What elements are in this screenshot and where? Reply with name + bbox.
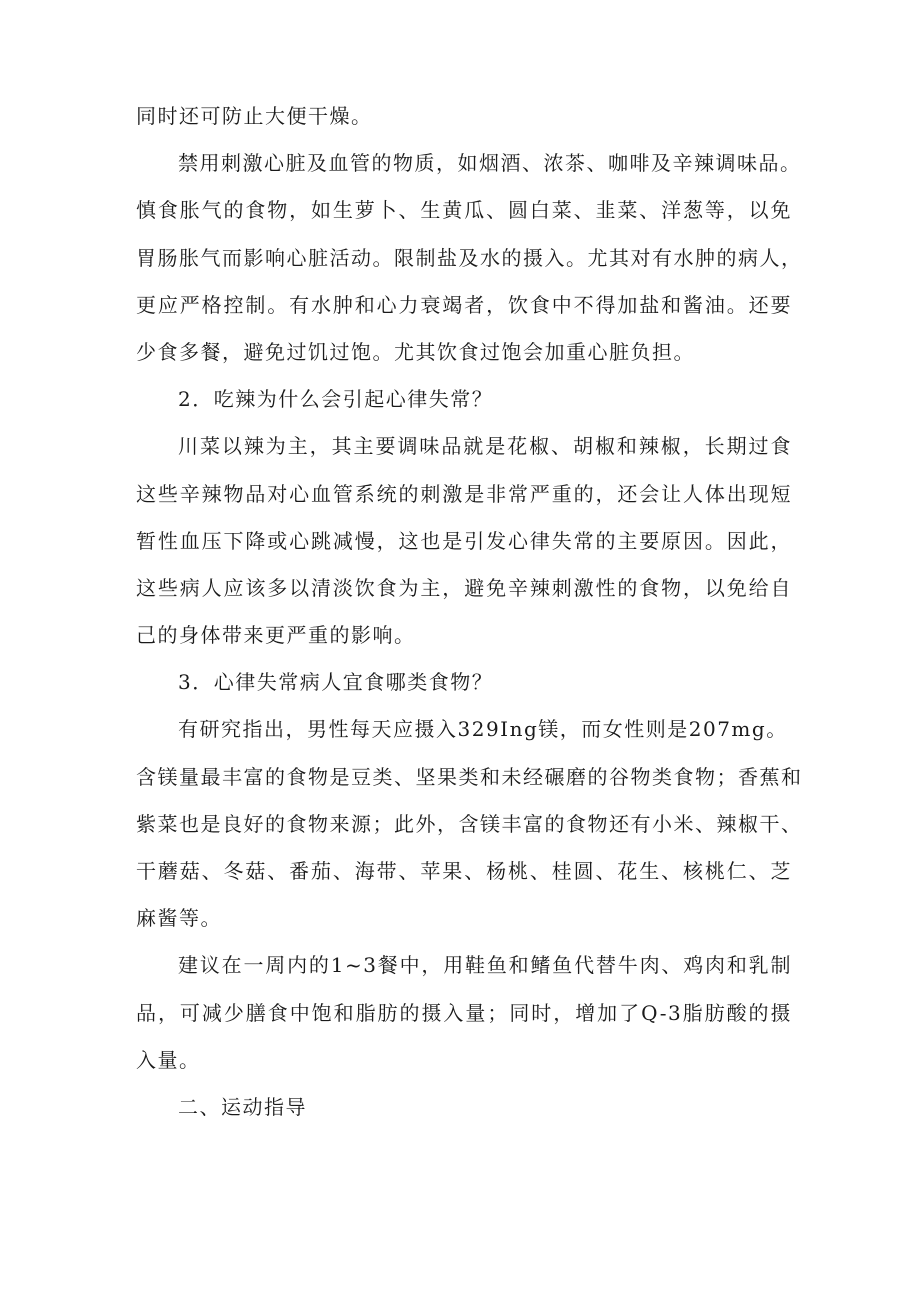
paragraph-line: 川菜以辣为主，其主要调味品就是花椒、胡椒和辣椒，长期过食 — [178, 434, 792, 459]
paragraph-line: 入量。 — [136, 1047, 201, 1072]
paragraph-line: 有研究指出，男性每天应摄入329Ing镁，而女性则是207mg。 — [178, 717, 788, 742]
paragraph-line: 这些辛辣物品对心血管系统的刺激是非常严重的，还会让人体出现短 — [136, 481, 792, 506]
section-heading: 二、运动指导 — [178, 1094, 307, 1119]
paragraph-line: 这些病人应该多以清淡饮食为主，避免辛辣刺激性的食物，以免给自 — [136, 575, 792, 600]
document-body — [136, 93, 803, 1131]
paragraph-line: 禁用刺激心脏及血管的物质，如烟酒、浓茶、咖啡及辛辣调味品。 — [178, 151, 802, 176]
paragraph-line: 少食多餐，避免过饥过饱。尤其饮食过饱会加重心脏负担。 — [136, 339, 695, 364]
paragraph-line: 己的身体带来更严重的影响。 — [136, 623, 416, 648]
paragraph-line: 含镁量最丰富的食物是豆类、坚果类和未经碾磨的谷物类食物；香蕉和 — [136, 764, 803, 789]
paragraph-line: 胃肠胀气而影响心脏活动。限制盐及水的摄入。尤其对有水肿的病人， — [136, 245, 803, 270]
paragraph-line: 同时还可防止大便干燥。 — [136, 104, 373, 128]
paragraph-line: 紫菜也是良好的食物来源；此外，含镁丰富的食物还有小米、辣椒干、 — [136, 811, 803, 836]
paragraph-line: 品，可减少膳食中饱和脂肪的摄入量；同时，增加了Q-3脂肪酸的摄 — [136, 1000, 792, 1025]
paragraph-line: 干蘑菇、冬菇、番茄、海带、苹果、杨桃、桂圆、花生、核桃仁、芝 — [136, 859, 792, 883]
paragraph-line: 建议在一周内的1~3餐中，用鞋鱼和鳍鱼代替牛肉、鸡肉和乳制 — [178, 953, 792, 978]
paragraph-line: 慎食胀气的食物，如生萝卜、生黄瓜、圆白菜、韭菜、洋葱等，以免 — [136, 198, 792, 223]
paragraph-line: 麻酱等。 — [136, 906, 222, 931]
section-heading: 2．吃辣为什么会引起心律失常？ — [178, 387, 494, 412]
section-heading: 3．心律失常病人宜食哪类食物？ — [178, 670, 494, 695]
paragraph-line: 暂性血压下降或心跳减慢，这也是引发心律失常的主要原因。因此， — [136, 528, 792, 553]
paragraph-line: 更应严格控制。有水肿和心力衰竭者，饮食中不得加盐和酱油。还要 — [136, 292, 792, 317]
